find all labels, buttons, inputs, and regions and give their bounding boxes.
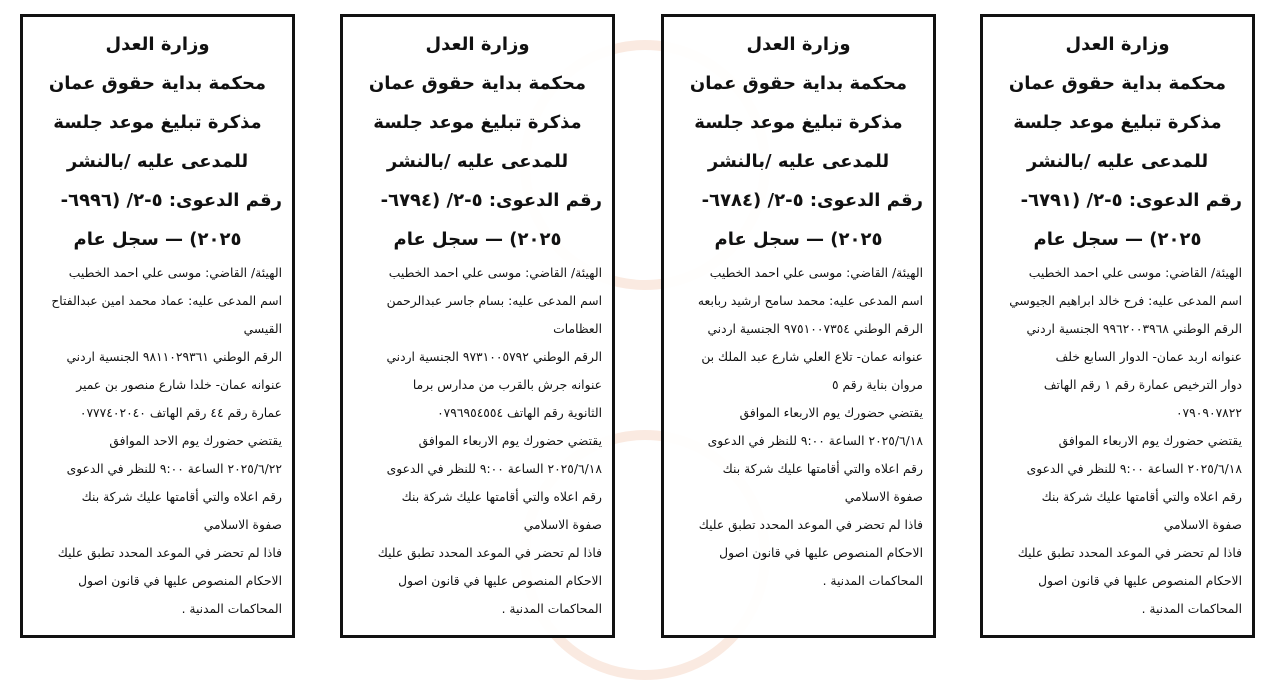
- notice-subtitle: للمدعى عليه /بالنشر: [1026, 151, 1209, 172]
- notice-subtitle: للمدعى عليه /بالنشر: [386, 151, 569, 172]
- body-line: ٠٧٩٠٩٠٧٨٢٢: [1175, 406, 1242, 420]
- body-line: اسم المدعى عليه: فرح خالد ابراهيم الجيوسي: [1009, 294, 1242, 308]
- body-line: دوار الترخيص عمارة رقم ١ رقم الهاتف: [1043, 378, 1242, 392]
- body-line: الرقم الوطني ٩٧٥١٠٠٧٣٥٤ الجنسية اردني: [707, 322, 923, 336]
- court-name: محكمة بداية حقوق عمان: [689, 73, 908, 94]
- body-line: يقتضي حضورك يوم الاربعاء الموافق: [418, 434, 602, 448]
- ministry-heading: وزارة العدل: [746, 34, 851, 55]
- body-line: عنوانه عمان- خلدا شارع منصور بن عمير: [76, 378, 282, 392]
- body-line: صفوة الاسلامي: [1163, 518, 1242, 532]
- body-line: القيسي: [243, 322, 282, 336]
- body-line: فاذا لم تحضر في الموعد المحدد تطبق عليك: [377, 546, 602, 560]
- notice-title: مذكرة تبليغ موعد جلسة: [373, 112, 582, 133]
- body-line: الرقم الوطني ٩٨١١٠٢٩٣٦١ الجنسية اردني: [66, 350, 282, 364]
- body-line: فاذا لم تحضر في الموعد المحدد تطبق عليك: [698, 518, 923, 532]
- case-year-registry: ٢٠٢٥) — سجل عام: [714, 229, 883, 250]
- court-notice-3: [340, 14, 615, 638]
- body-line: صفوة الاسلامي: [844, 490, 923, 504]
- case-year-registry: ٢٠٢٥) — سجل عام: [393, 229, 562, 250]
- court-name: محكمة بداية حقوق عمان: [48, 73, 267, 94]
- body-line: المحاكمات المدنية .: [501, 602, 602, 616]
- body-line: عمارة رقم ٤٤ رقم الهاتف ٠٧٧٧٤٠٢٠٤٠: [79, 406, 282, 420]
- case-number: رقم الدعوى: ٥-٢/ (٦٧٩٤-: [380, 190, 602, 211]
- court-name: محكمة بداية حقوق عمان: [368, 73, 587, 94]
- body-line: المحاكمات المدنية .: [822, 574, 923, 588]
- body-line: فاذا لم تحضر في الموعد المحدد تطبق عليك: [1017, 546, 1242, 560]
- body-line: يقتضي حضورك يوم الاحد الموافق: [109, 434, 282, 448]
- body-line: المحاكمات المدنية .: [1141, 602, 1242, 616]
- body-line: رقم اعلاه والتي أقامتها عليك شركة بنك: [722, 462, 923, 476]
- body-line: الثانوية رقم الهاتف ٠٧٩٦٩٥٤٥٥٤: [437, 406, 602, 420]
- body-line: صفوة الاسلامي: [523, 518, 602, 532]
- body-line: يقتضي حضورك يوم الاربعاء الموافق: [739, 406, 923, 420]
- court-notice-2: [661, 14, 936, 638]
- notice-body: [353, 259, 602, 623]
- body-line: صفوة الاسلامي: [203, 518, 282, 532]
- notice-title: مذكرة تبليغ موعد جلسة: [53, 112, 262, 133]
- court-name: محكمة بداية حقوق عمان: [1008, 73, 1227, 94]
- notice-body: [674, 259, 923, 595]
- body-line: عنوانه عمان- تلاع العلي شارع عبد الملك بن: [701, 350, 923, 364]
- body-line: ٢٠٢٥/٦/١٨ الساعة ٩:٠٠ للنظر في الدعوى: [707, 434, 923, 448]
- body-line: يقتضي حضورك يوم الاربعاء الموافق: [1058, 434, 1242, 448]
- body-line: الهيئة/ القاضي: موسى علي احمد الخطيب: [388, 266, 602, 280]
- notice-title: مذكرة تبليغ موعد جلسة: [1013, 112, 1222, 133]
- body-line: اسم المدعى عليه: بسام جاسر عبدالرحمن: [386, 294, 602, 308]
- body-line: ٢٠٢٥/٦/١٨ الساعة ٩:٠٠ للنظر في الدعوى: [1026, 462, 1242, 476]
- body-line: رقم اعلاه والتي أقامتها عليك شركة بنك: [1041, 490, 1242, 504]
- body-line: الهيئة/ القاضي: موسى علي احمد الخطيب: [68, 266, 282, 280]
- court-notice-1: [980, 14, 1255, 638]
- notice-subtitle: للمدعى عليه /بالنشر: [66, 151, 249, 172]
- case-number: رقم الدعوى: ٥-٢/ (٦٧٩١-: [1020, 190, 1242, 211]
- body-line: الاحكام المنصوص عليها في قانون اصول: [1038, 574, 1242, 588]
- ministry-heading: وزارة العدل: [425, 34, 530, 55]
- body-line: ٢٠٢٥/٦/١٨ الساعة ٩:٠٠ للنظر في الدعوى: [386, 462, 602, 476]
- case-number: رقم الدعوى: ٥-٢/ (٦٧٨٤-: [701, 190, 923, 211]
- body-line: الرقم الوطني ٩٩٦٢٠٠٣٩٦٨ الجنسية اردني: [1026, 322, 1242, 336]
- case-year-registry: ٢٠٢٥) — سجل عام: [1033, 229, 1202, 250]
- ministry-heading: وزارة العدل: [105, 34, 210, 55]
- body-line: الاحكام المنصوص عليها في قانون اصول: [719, 546, 923, 560]
- case-number: رقم الدعوى: ٥-٢/ (٦٩٩٦-: [60, 190, 282, 211]
- body-line: الرقم الوطني ٩٧٣١٠٠٥٧٩٢ الجنسية اردني: [386, 350, 602, 364]
- notice-title: مذكرة تبليغ موعد جلسة: [694, 112, 903, 133]
- court-notice-4: [20, 14, 295, 638]
- body-line: الاحكام المنصوص عليها في قانون اصول: [398, 574, 602, 588]
- body-line: الهيئة/ القاضي: موسى علي احمد الخطيب: [709, 266, 923, 280]
- body-line: مروان بناية رقم ٥: [832, 378, 923, 392]
- body-line: اسم المدعى عليه: محمد سامح ارشيد ربابعه: [697, 294, 923, 308]
- body-line: فاذا لم تحضر في الموعد المحدد تطبق عليك: [57, 546, 282, 560]
- body-line: اسم المدعى عليه: عماد محمد امين عبدالفتاح: [51, 294, 282, 308]
- body-line: رقم اعلاه والتي أقامتها عليك شركة بنك: [401, 490, 602, 504]
- body-line: عنوانه جرش بالقرب من مدارس برما: [412, 378, 602, 392]
- body-line: الاحكام المنصوص عليها في قانون اصول: [78, 574, 282, 588]
- body-line: رقم اعلاه والتي أقامتها عليك شركة بنك: [81, 490, 282, 504]
- body-line: عنوانه اربد عمان- الدوار السابع خلف: [1055, 350, 1242, 364]
- notice-subtitle: للمدعى عليه /بالنشر: [707, 151, 890, 172]
- body-line: العظامات: [553, 322, 602, 336]
- ministry-heading: وزارة العدل: [1065, 34, 1170, 55]
- notice-body: [33, 259, 282, 623]
- body-line: ٢٠٢٥/٦/٢٢ الساعة ٩:٠٠ للنظر في الدعوى: [66, 462, 282, 476]
- body-line: المحاكمات المدنية .: [181, 602, 282, 616]
- case-year-registry: ٢٠٢٥) — سجل عام: [73, 229, 242, 250]
- notice-body: [993, 259, 1242, 623]
- body-line: الهيئة/ القاضي: موسى علي احمد الخطيب: [1028, 266, 1242, 280]
